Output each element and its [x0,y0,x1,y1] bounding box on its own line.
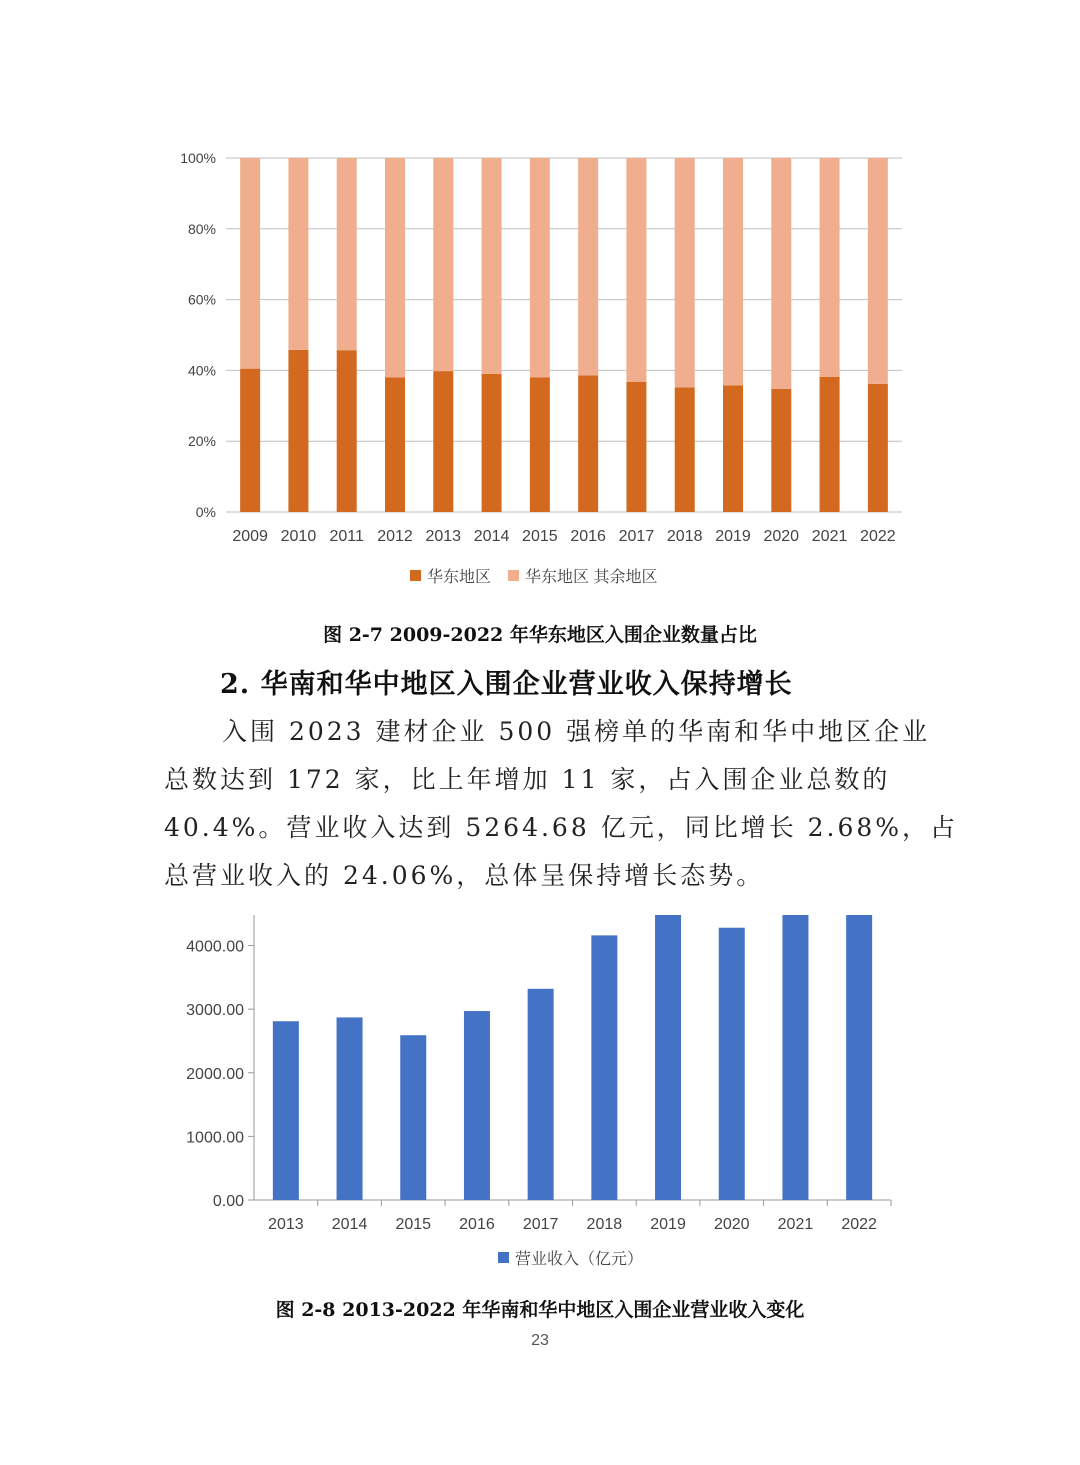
x-tick-label: 2019 [715,528,751,545]
bar-other-regions [675,158,695,387]
bar-huadong [337,350,357,512]
legend-swatch [508,570,519,581]
bar-huadong [530,377,550,512]
x-tick-label: 2010 [280,528,317,545]
paragraph-line: 总营业收入的 24.06%，总体呈保持增长态势。 [164,861,765,890]
x-tick-label: 2015 [395,1216,432,1233]
bar-huadong [723,385,743,512]
bar-huadong [288,350,308,512]
bar-huadong [820,377,840,512]
y-tick-label: 100% [180,150,216,166]
y-tick-label: 2000.00 [186,1065,244,1083]
y-tick-label: 60% [187,291,216,308]
figure-caption-2-7: 图 2-7 2009-2022 年华东地区入围企业数量占比 [323,624,757,646]
x-tick-label: 2022 [841,1216,877,1233]
x-tick-label: 2021 [777,1216,814,1233]
x-tick-label: 2013 [425,528,462,545]
section-heading: 2. 华南和华中地区入围企业营业收入保持增长 [220,669,793,700]
bar-other-regions [578,158,598,375]
bar-revenue [655,915,681,1200]
bar-other-regions [868,158,888,384]
x-tick-label: 2022 [860,528,896,545]
y-tick-label: 1000.00 [186,1129,244,1147]
y-tick-label: 80% [187,220,216,237]
bar-other-regions [626,158,646,382]
bar-huadong [578,375,598,512]
bar-huadong [433,371,453,512]
bar-revenue [273,1021,299,1200]
x-tick-label: 2021 [811,528,848,545]
bar-revenue [400,1035,426,1200]
bar-other-regions [482,158,502,374]
x-tick-label: 2017 [522,1216,559,1233]
x-tick-label: 2018 [586,1216,623,1233]
bar-other-regions [385,158,405,377]
bar-huadong [675,387,695,512]
bar-huadong [385,377,405,512]
bar-revenue [846,915,872,1200]
y-tick-label: 20% [187,433,216,450]
x-tick-label: 2016 [570,528,606,545]
bar-revenue [719,928,745,1200]
x-tick-label: 2011 [329,528,364,545]
x-tick-label: 2013 [268,1216,304,1233]
bar-huadong [868,384,888,512]
x-tick-label: 2014 [473,528,510,545]
body-paragraph [164,708,959,900]
revenue-bar-chart [0,900,1080,1285]
bar-revenue [782,915,808,1200]
bar-other-regions [530,158,550,377]
bar-revenue [528,989,554,1200]
bar-other-regions [771,158,791,389]
legend-label: 营业收入（亿元） [515,1251,644,1268]
x-tick-label: 2012 [377,528,413,545]
x-tick-label: 2017 [618,528,655,545]
legend-swatch [498,1252,509,1263]
paragraph-line: 入围 2023 建材企业 500 强榜单的华南和华中地区企业 [222,717,931,746]
bar-other-regions [723,158,743,385]
figure-caption-2-8: 图 2-8 2013-2022 年华南和华中地区入围企业营业收入变化 [275,1299,805,1321]
x-tick-label: 2009 [232,528,268,545]
legend-swatch [410,570,421,581]
bar-revenue [337,1017,363,1200]
x-tick-label: 2020 [713,1216,750,1233]
paragraph-line: 40.4%。营业收入达到 5264.68 亿元，同比增长 2.68%，占 [164,813,959,842]
x-tick-label: 2014 [331,1216,368,1233]
x-tick-label: 2015 [522,528,558,545]
bar-huadong [626,382,646,512]
legend-label: 华东地区 [427,569,492,586]
y-tick-label: 4000.00 [186,938,244,956]
x-tick-label: 2020 [763,528,800,545]
bar-other-regions [240,158,260,369]
bar-huadong [240,369,260,512]
y-tick-label: 0.00 [212,1193,244,1210]
y-tick-label: 0% [195,504,216,520]
bar-huadong [771,389,791,512]
bar-other-regions [820,158,840,377]
bar-other-regions [288,158,308,350]
bar-revenue [464,1011,490,1200]
bar-other-regions [433,158,453,371]
paragraph-line: 总数达到 172 家，比上年增加 11 家，占入围企业总数的 [164,765,891,794]
bar-huadong [482,374,502,512]
y-tick-label: 3000.00 [186,1002,244,1020]
bar-revenue [591,935,617,1200]
legend-label: 华东地区 其余地区 [525,569,658,586]
x-tick-label: 2019 [650,1216,686,1233]
x-tick-label: 2016 [459,1216,495,1233]
page-number: 23 [531,1332,549,1349]
y-tick-label: 40% [187,362,216,379]
bar-other-regions [337,158,357,350]
stacked-percent-bar-chart [0,0,1080,610]
x-tick-label: 2018 [666,528,703,545]
